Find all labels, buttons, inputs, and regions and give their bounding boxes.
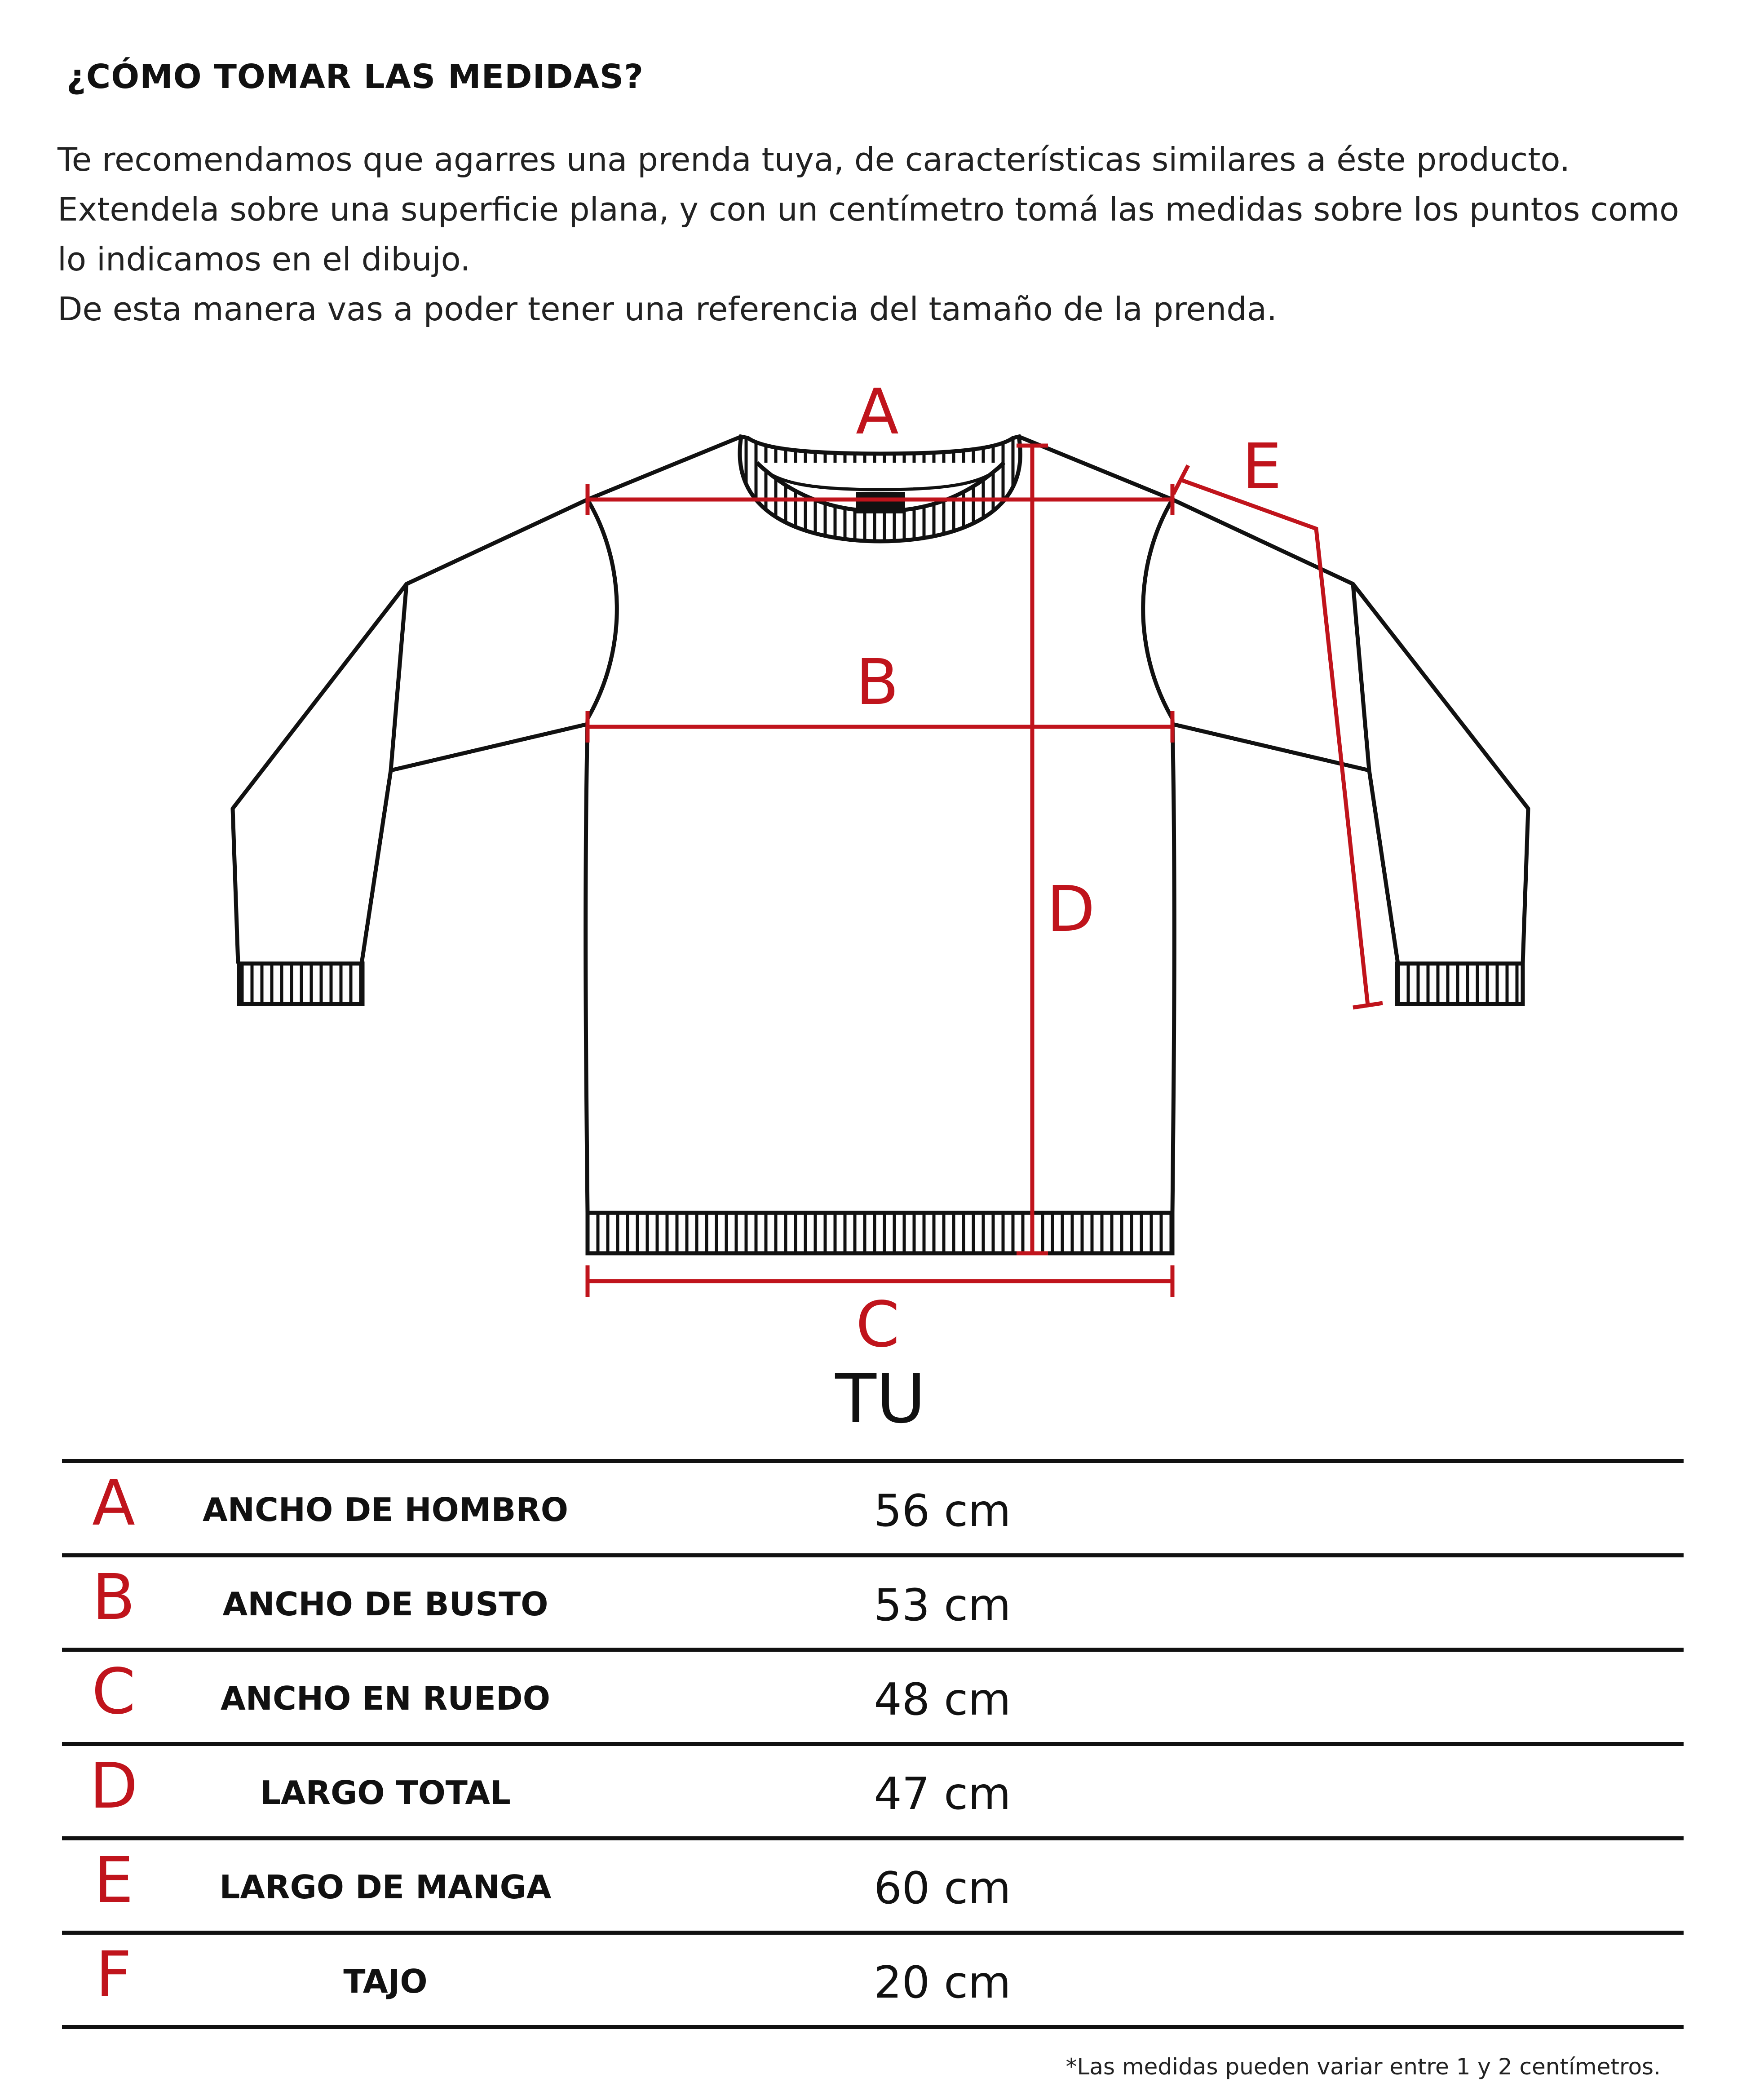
row-value: 53 cm xyxy=(874,1580,1011,1631)
hem-ribbing xyxy=(588,1213,1172,1253)
row-letter: E xyxy=(93,1844,134,1917)
row-value: 60 cm xyxy=(874,1863,1011,1914)
footnote: *Las medidas pueden variar entre 1 y 2 centímetros. xyxy=(1065,2054,1661,2080)
sleeve-cuffs xyxy=(239,964,1523,1004)
measurements-table xyxy=(62,1459,1684,2029)
sleeve-left-outer xyxy=(233,500,588,964)
instructions-line: lo indicamos en el dibujo. xyxy=(57,240,471,278)
cuff-right xyxy=(1397,964,1523,1004)
row-label: ANCHO DE HOMBRO xyxy=(202,1491,568,1529)
measure-b-letter: B xyxy=(856,646,899,719)
measure-d-letter: D xyxy=(1047,873,1095,946)
sleeve-right-outer xyxy=(1172,500,1528,964)
instructions-line: Extendela sobre una superficie plana, y con un centímetro tomá las medidas sobre los puntos como xyxy=(57,190,1680,228)
row-value: 56 cm xyxy=(874,1485,1011,1537)
row-letter: F xyxy=(95,1938,132,2012)
instructions-line: De esta manera vas a poder tener una referencia del tamaño de la prenda. xyxy=(57,290,1277,328)
row-label: ANCHO DE BUSTO xyxy=(222,1585,548,1623)
collar xyxy=(740,437,1020,541)
row-value: 47 cm xyxy=(874,1768,1011,1820)
sleeve-right-inner xyxy=(1353,584,1398,964)
body-left-side xyxy=(586,500,617,1213)
measurement-lines xyxy=(588,446,1383,1297)
neck-label xyxy=(856,492,905,513)
row-label: LARGO DE MANGA xyxy=(219,1868,552,1906)
row-letter: C xyxy=(92,1655,136,1729)
row-letter: B xyxy=(92,1561,136,1634)
table-row xyxy=(62,1459,1684,1553)
row-letter: A xyxy=(92,1467,135,1540)
measure-a-letter: A xyxy=(856,376,899,449)
instructions-line: Te recomendamos que agarres una prenda tuya, de características similares a éste producto. xyxy=(57,141,1570,178)
measure-e-letter: E xyxy=(1242,430,1282,504)
row-letter: D xyxy=(89,1750,138,1823)
table-row xyxy=(62,1553,1684,1648)
body-right-side xyxy=(1143,500,1175,1213)
row-value: 20 cm xyxy=(874,1957,1011,2008)
row-label: TAJO xyxy=(343,1963,428,2000)
measure-c-letter: C xyxy=(856,1288,900,1362)
shoulder-left xyxy=(588,437,741,500)
row-value: 48 cm xyxy=(874,1674,1011,1725)
sweater-outline xyxy=(233,430,1528,1213)
sleeve-left-seam xyxy=(391,724,588,770)
table-row xyxy=(62,1931,1684,2029)
page-title: ¿CÓMO TOMAR LAS MEDIDAS? xyxy=(66,57,644,96)
sleeve-left-inner xyxy=(362,584,407,964)
row-label: ANCHO EN RUEDO xyxy=(221,1680,550,1717)
cuff-left xyxy=(239,964,363,1004)
measure-d-line xyxy=(1017,446,1048,1253)
size-label: TU xyxy=(835,1360,926,1438)
table-row xyxy=(62,1836,1684,1931)
table-row xyxy=(62,1742,1684,1836)
table-row xyxy=(62,1648,1684,1742)
row-label: LARGO TOTAL xyxy=(260,1774,511,1812)
